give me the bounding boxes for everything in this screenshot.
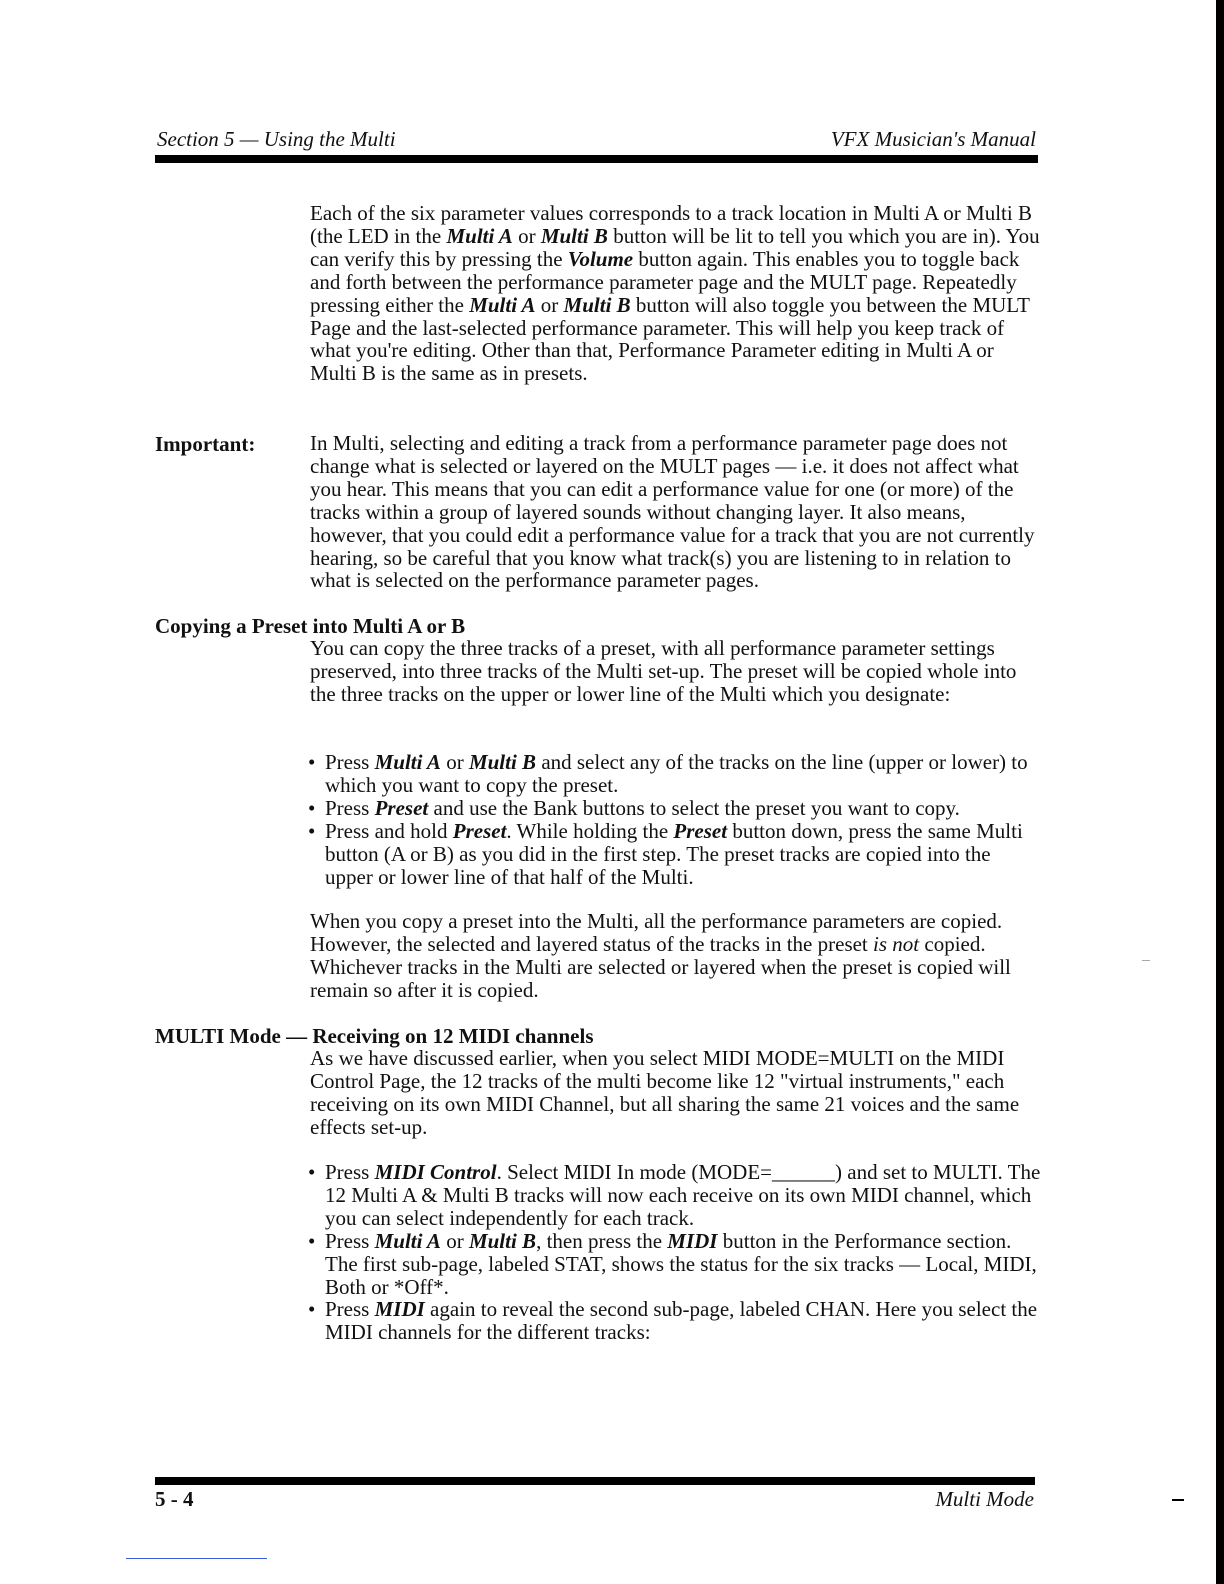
- list-item: [308, 1161, 1043, 1230]
- multi-a-button-ref: Multi A: [469, 292, 536, 317]
- text-run: or: [512, 223, 541, 248]
- text-run: When you copy a preset into the Multi, all the performance parameters are copied. However, the selected and layered status of the tracks in the preset: [310, 909, 1003, 956]
- multi-a-button-ref: Multi A: [446, 223, 513, 248]
- running-header-title: VFX Musician's Manual: [830, 127, 1036, 151]
- preset-button-ref: Preset: [374, 795, 429, 820]
- text-run: again to reveal the second sub-page, labeled CHAN. Here you select the MIDI channels for the different tracks:: [325, 1297, 1038, 1345]
- bullet-dot: •: [308, 818, 316, 843]
- text-run: button will be lit to tell you which you are in). You can verify this by pressing the: [310, 223, 1040, 271]
- bullet-dot: •: [308, 1228, 316, 1253]
- multi-mode-heading: MULTI Mode — Receiving on 12 MIDI channels: [155, 1024, 594, 1048]
- bullet-dot: •: [308, 750, 316, 774]
- header-rule: [155, 155, 1038, 163]
- edge-mark: [1172, 1499, 1184, 1501]
- copy-preset-note: [310, 910, 1040, 1002]
- text-run: button again. This enables you to toggle back and forth between the performance parameter page and the MULT page. Repeatedly pressing either the: [310, 246, 1020, 317]
- edge-mark: [1142, 960, 1150, 961]
- text-run: . Select MIDI In mode (MODE=______) and set to MULTI. The 12 Multi A & Multi B tracks will now each receive on its own MIDI channel, which you can select independently for each track.: [325, 1160, 1041, 1230]
- intro-paragraph: [310, 202, 1040, 385]
- multi-b-button-ref: Multi B: [468, 750, 537, 774]
- text-run: and select any of the tracks on the line (upper or lower) to which you want to copy the preset.: [325, 750, 1028, 797]
- list-item: [308, 797, 1043, 820]
- text-run: or: [535, 292, 564, 317]
- multi-mode-steps: [308, 1161, 1043, 1344]
- running-footer-title: Multi Mode: [935, 1487, 1034, 1511]
- important-paragraph: In Multi, selecting and editing a track from a performance parameter page does not change what is selected or layered on the MULT pages — i.e. it does not affect what you hear. This means that you can edit a performance value for one (or more) of the tracks within a group of layered sounds without changing layer. It also means, however, that you could edit a performance value for a track that you are not currently hearing, so be careful that you know what track(s) you are listening to in relation to what is selected on the performance parameter pages.: [310, 431, 1035, 593]
- text-run: Press: [325, 750, 375, 774]
- text-run: button in the Performance section. The first sub-page, labeled STAT, shows the status for the six tracks — Local, MIDI, Both or *Off*.: [325, 1228, 1037, 1299]
- preset-button-ref: Preset: [452, 818, 507, 843]
- text-run: Each of the six parameter values corresponds to a track location in Multi A or Multi B (the LED in the: [310, 201, 1032, 248]
- copy-preset-intro: You can copy the three tracks of a preset, with all performance parameter settings preserved, into three tracks of the Multi set-up. The preset will be copied whole into the three tracks on the upper or lower line of the Multi which you designate:: [310, 636, 1017, 706]
- bullet-dot: •: [308, 1160, 316, 1184]
- text-run: Press: [325, 795, 375, 820]
- text-run: button will also toggle you between the MULT Page and the last-selected performance parameter. This will help you keep track of what you're editing. Other than that, Performance Parameter editing in Multi A or Multi B is the same as in presets.: [310, 292, 1030, 386]
- multi-b-button-ref: Multi B: [540, 223, 608, 248]
- midi-control-button-ref: MIDI Control: [374, 1160, 497, 1184]
- text-run: button down, press the same Multi button (A or B) as you did in the first step. The preset tracks are copied into the upper or lower line of that half of the Multi.: [325, 818, 1023, 889]
- list-item: [308, 1298, 1043, 1344]
- preset-button-ref: Preset: [673, 818, 728, 843]
- list-item: [308, 1230, 1043, 1299]
- page-number: 5 - 4: [155, 1487, 194, 1511]
- scan-artifact-line: [126, 1558, 267, 1559]
- list-item: [308, 820, 1043, 889]
- text-run: Press: [325, 1228, 375, 1253]
- page-edge-bar: [1216, 0, 1224, 1584]
- text-run: Press: [325, 1160, 375, 1184]
- multi-b-button-ref: Multi B: [468, 1228, 537, 1253]
- copy-preset-steps: [308, 751, 1043, 888]
- emphasis-text: is not: [873, 931, 920, 956]
- text-run: Press: [325, 1297, 375, 1322]
- text-run: Press and hold: [325, 818, 453, 843]
- multi-a-button-ref: Multi A: [374, 750, 441, 774]
- bullet-dot: •: [308, 1297, 316, 1322]
- bullet-dot: •: [308, 795, 316, 820]
- text-run: , then press the: [536, 1228, 668, 1253]
- important-label: Important:: [155, 432, 256, 456]
- text-run: or: [440, 750, 469, 774]
- footer-rule: [155, 1477, 1035, 1485]
- list-item: [308, 751, 1043, 797]
- midi-button-ref: MIDI: [667, 1228, 718, 1253]
- text-run: or: [440, 1228, 469, 1253]
- midi-button-ref: MIDI: [374, 1297, 425, 1322]
- multi-b-button-ref: Multi B: [563, 292, 631, 317]
- running-header-section: Section 5 — Using the Multi: [157, 127, 396, 151]
- multi-mode-intro: As we have discussed earlier, when you select MIDI MODE=MULTI on the MIDI Control Page, the 12 tracks of the multi become like 12 "virtual instruments," each receiving on its own MIDI Channel, but all sharing the same 21 voices and the same effects set-up.: [310, 1046, 1020, 1139]
- text-run: . While holding the: [506, 818, 674, 843]
- copy-preset-heading: Copying a Preset into Multi A or B: [155, 614, 466, 638]
- text-run: and use the Bank buttons to select the preset you want to copy.: [428, 795, 960, 820]
- volume-button-ref: Volume: [567, 246, 634, 271]
- text-run: copied. Whichever tracks in the Multi are selected or layered when the preset is copied will remain so after it is copied.: [310, 931, 1011, 1002]
- multi-a-button-ref: Multi A: [374, 1228, 441, 1253]
